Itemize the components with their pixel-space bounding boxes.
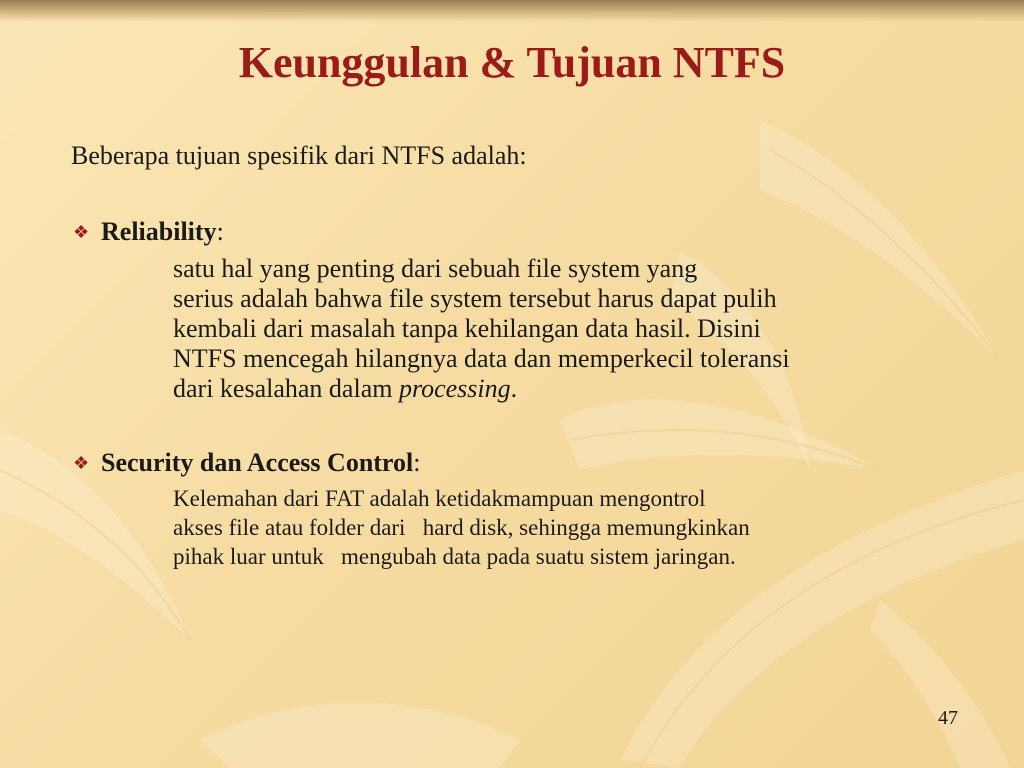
bullet-colon: : [216,217,224,246]
security-paragraph [173,484,953,571]
paragraph-line: NTFS mencegah hilangnya data dan memperkecil toleransi [173,344,790,373]
bullet-label: Security dan Access Control [101,448,414,477]
line-prefix: dari kesalahan dalam [173,374,399,403]
paragraph-line: kembali dari masalah tanpa kehilangan data hasil. Disini [173,314,761,343]
paragraph-line: Kelemahan dari FAT adalah ketidakmampuan mengontrol [173,486,706,511]
paragraph-line: serius adalah bahwa file system tersebut harus dapat pulih [173,284,777,313]
reliability-paragraph [173,254,953,404]
bullet-label: Reliability [101,217,217,246]
bullet-security [73,447,420,479]
intro-text: Beberapa tujuan spesifik dari NTFS adalah: [71,141,527,170]
paragraph-line-last [173,374,953,404]
bullet-colon: : [413,448,421,477]
slide-title: Keunggulan & Tujuan NTFS [238,38,786,87]
paragraph-line: akses file atau folder dari hard disk, sehingga memungkinkan [173,515,750,540]
diamond-bullet-icon: ❖ [73,222,90,242]
paragraph-line: satu hal yang penting dari sebuah file system yang [173,254,698,283]
line-suffix: . [510,374,518,403]
page-number: 47 [938,707,958,729]
line-italic-word: processing [398,374,511,403]
bullet-reliability [73,216,224,248]
diamond-bullet-icon: ❖ [73,453,90,473]
paragraph-line: pihak luar untuk mengubah data pada suatu sistem jaringan. [173,544,736,569]
